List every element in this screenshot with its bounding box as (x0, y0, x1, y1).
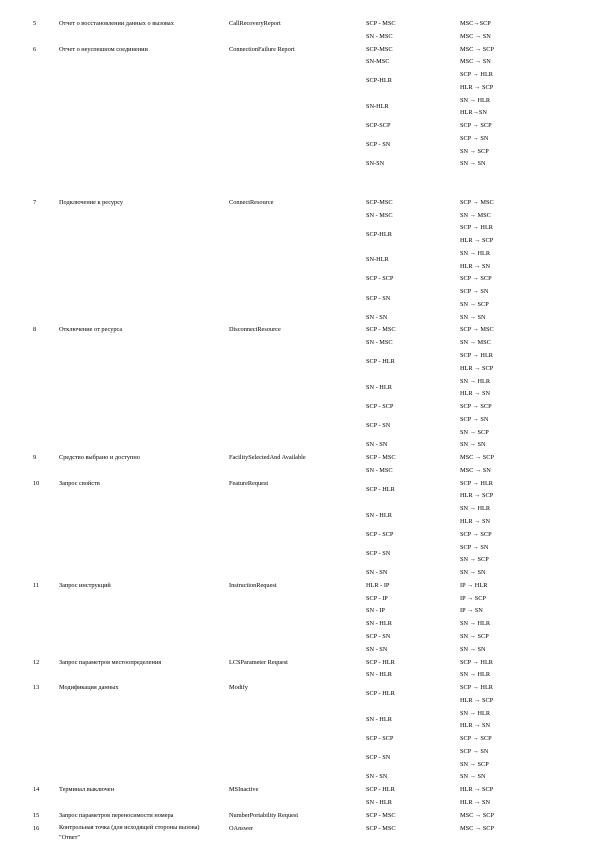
interface-pair: SN - MSC (366, 211, 393, 219)
direction: SN → HLR (460, 671, 491, 679)
direction: SCP → SCP (460, 530, 492, 538)
row-label: Запрос параметров переносимости номера (59, 811, 174, 819)
direction: SCP → MSC (460, 198, 494, 206)
interface-pair: SN - SN (366, 569, 388, 577)
interface-pair: SCP - HLR (366, 786, 395, 794)
interface-pair: SN - HLR (366, 511, 392, 519)
direction: SN → SN (460, 569, 486, 577)
direction: HLR → SCP (460, 696, 494, 704)
direction: SN → MSC (460, 211, 491, 219)
direction: HLR → SN (460, 722, 491, 730)
direction: HLR→SN (460, 109, 487, 117)
direction: SN → HLR (460, 620, 491, 628)
row-label: Отчет о восстановлении данных о вызовах (59, 20, 174, 27)
row-number: 8 (33, 326, 37, 334)
direction: MSC → SN (460, 58, 491, 66)
interface-pair: SCP-SCP (366, 122, 391, 130)
direction: SCP → SN (460, 543, 489, 551)
interface-pair: SCP - SN (366, 632, 391, 640)
direction: SN → SCP (460, 300, 489, 308)
operation-name: OAnswer (229, 824, 254, 832)
row-number: 9 (33, 454, 37, 462)
row-number: 14 (33, 786, 40, 794)
interface-pair: SCP - SCP (366, 275, 394, 283)
operation-name: FacilitySelectedAnd Available (229, 454, 306, 462)
direction: MSC → SCP (460, 824, 494, 832)
direction: SCP → HLR (460, 224, 494, 232)
direction: MSC→SCP (460, 20, 491, 27)
interface-pair: SCP - MSC (366, 326, 396, 334)
direction: IP → SN (460, 607, 483, 615)
direction: HLR → SN (460, 518, 491, 526)
interface-pair: SCP - SCP (366, 530, 394, 538)
direction: SN → SCP (460, 632, 489, 640)
direction: HLR → SN (460, 798, 491, 806)
interface-pair: SN - MSC (366, 466, 393, 474)
interface-pair: SCP-MSC (366, 198, 393, 206)
direction: SCP → SN (460, 747, 489, 755)
direction: SN → SN (460, 160, 486, 168)
interface-pair: SCP - SCP (366, 403, 394, 411)
row-number: 13 (33, 684, 40, 692)
row-label: Подключение к ресурсу (59, 198, 124, 206)
direction: HLR → SCP (460, 83, 494, 91)
row-number: 11 (33, 581, 40, 589)
direction: SN → HLR (460, 505, 491, 513)
interface-pair: SCP-HLR (366, 77, 392, 85)
direction: SN → HLR (460, 709, 491, 717)
row-number: 15 (33, 811, 40, 819)
direction: SN → HLR (460, 96, 491, 104)
interface-pair: SCP - SN (366, 422, 391, 430)
direction: SCP → SCP (460, 122, 492, 130)
interface-pair: SN - MSC (366, 339, 393, 347)
row-label: Запрос параметров местоопределения (59, 658, 162, 666)
interface-pair: SCP - SN (366, 141, 391, 149)
direction: SN → SCP (460, 760, 489, 768)
direction: SCP → MSC (460, 326, 494, 334)
interface-pair: SCP - MSC (366, 824, 396, 832)
interface-pair: SN-HLR (366, 256, 389, 264)
direction: SN → SCP (460, 556, 489, 564)
row-number: 6 (33, 45, 37, 53)
operation-name: LCSParameter Request (229, 658, 288, 666)
direction: SCP → SCP (460, 275, 492, 283)
interface-pair: SCP - MSC (366, 20, 396, 27)
interface-pair: SN - HLR (366, 620, 392, 628)
direction: SN → SCP (460, 428, 489, 436)
direction: SN → HLR (460, 377, 491, 385)
interface-pair: SCP - MSC (366, 454, 396, 462)
interface-pair: SN - HLR (366, 715, 392, 723)
direction: SCP → SCP (460, 403, 492, 411)
direction: SCP → SCP (460, 735, 492, 743)
row-number: 12 (33, 658, 40, 666)
direction: SN → SN (460, 773, 486, 781)
direction: SCP → HLR (460, 71, 494, 79)
interface-pair: SN - HLR (366, 383, 392, 391)
direction: SCP → HLR (460, 684, 494, 692)
interface-pair: SN - SN (366, 773, 388, 781)
direction: SCP → SN (460, 288, 489, 296)
interface-pair: SCP - HLR (366, 658, 395, 666)
interface-pair: SN-SN (366, 160, 385, 168)
operation-name: DisconnectResource (229, 326, 281, 334)
direction: HLR → SCP (460, 364, 494, 372)
interface-pair: SCP - SN (366, 754, 391, 762)
interface-pair: SCP - HLR (366, 486, 395, 494)
row-number: 7 (33, 198, 37, 206)
direction: MSC → SCP (460, 454, 494, 462)
direction: HLR → SN (460, 262, 491, 270)
row-label: Отчет о неуспешном соединении (59, 45, 148, 53)
direction: HLR → SN (460, 390, 491, 398)
interface-pair: SCP - HLR (366, 690, 395, 698)
operation-name: FeatureRequest (229, 479, 269, 487)
interface-pair: SN - SN (366, 441, 388, 449)
direction: SCP → HLR (460, 479, 494, 487)
direction: SN → HLR (460, 249, 491, 257)
direction: IP → SCP (460, 594, 487, 602)
interface-pair: SN - HLR (366, 671, 392, 679)
operation-name: Modify (229, 684, 248, 692)
direction: SN → SN (460, 441, 486, 449)
interface-pair: SN - SN (366, 313, 388, 321)
direction: MSC → SN (460, 466, 491, 474)
interface-pair: SCP - HLR (366, 358, 395, 366)
operation-name: ConnectResource (229, 198, 274, 206)
row-label: Запрос инструкций (59, 581, 111, 589)
direction: MSC → SCP (460, 811, 494, 819)
operation-name: CallRecoveryReport (229, 20, 281, 27)
direction: SCP → HLR (460, 352, 494, 360)
direction: SCP → SN (460, 134, 489, 142)
row-label: Средство выбрано и доступно (59, 454, 140, 462)
operation-name: NumberPortability Request (229, 811, 299, 819)
interface-pair: SN - SN (366, 645, 388, 653)
interface-pair: SCP - SCP (366, 735, 394, 743)
row-label: Отключение от ресурса (59, 326, 123, 334)
interface-pair: SCP - SN (366, 549, 391, 557)
interface-pair: SCP-HLR (366, 230, 392, 238)
interface-pair: SN - MSC (366, 32, 393, 40)
interface-pair: SN-MSC (366, 58, 390, 66)
direction: SCP → HLR (460, 658, 494, 666)
direction: HLR → SCP (460, 786, 494, 794)
operation-name: ConnectionFailure Report (229, 45, 295, 53)
direction: SN → MSC (460, 339, 491, 347)
row-number: 10 (33, 479, 40, 487)
direction: MSC → SN (460, 32, 491, 40)
direction: HLR → SCP (460, 237, 494, 245)
interface-pair: SN - IP (366, 607, 385, 615)
interface-pair: SCP - SN (366, 294, 391, 302)
row-label: Терминал выключен (59, 786, 114, 794)
direction: SN → SN (460, 645, 486, 653)
direction: IP → HLR (460, 581, 488, 589)
row-label: Запрос свойств (59, 479, 100, 487)
direction: SCP → SN (460, 415, 489, 423)
operation-name: MSInactive (229, 786, 259, 794)
interface-pair: SCP-MSC (366, 45, 393, 53)
direction: HLR → SCP (460, 492, 494, 500)
operation-name: InstructionRequest (229, 581, 277, 589)
interface-pair: SCP - IP (366, 594, 388, 602)
interface-pair: SN - HLR (366, 798, 392, 806)
row-label: Контрольная точка (для исходящей стороны вызова) "Ответ" (59, 823, 200, 841)
interface-pair: HLR - IP (366, 581, 390, 589)
row-label: Модификация данных (59, 684, 119, 692)
interface-pair: SN-HLR (366, 103, 389, 110)
direction: SN → SN (460, 313, 486, 321)
row-number: 5 (33, 20, 37, 27)
direction: MSC → SCP (460, 45, 494, 53)
row-number: 16 (33, 824, 40, 832)
direction: SN → SCP (460, 147, 489, 155)
interface-pair: SCP - MSC (366, 811, 396, 819)
